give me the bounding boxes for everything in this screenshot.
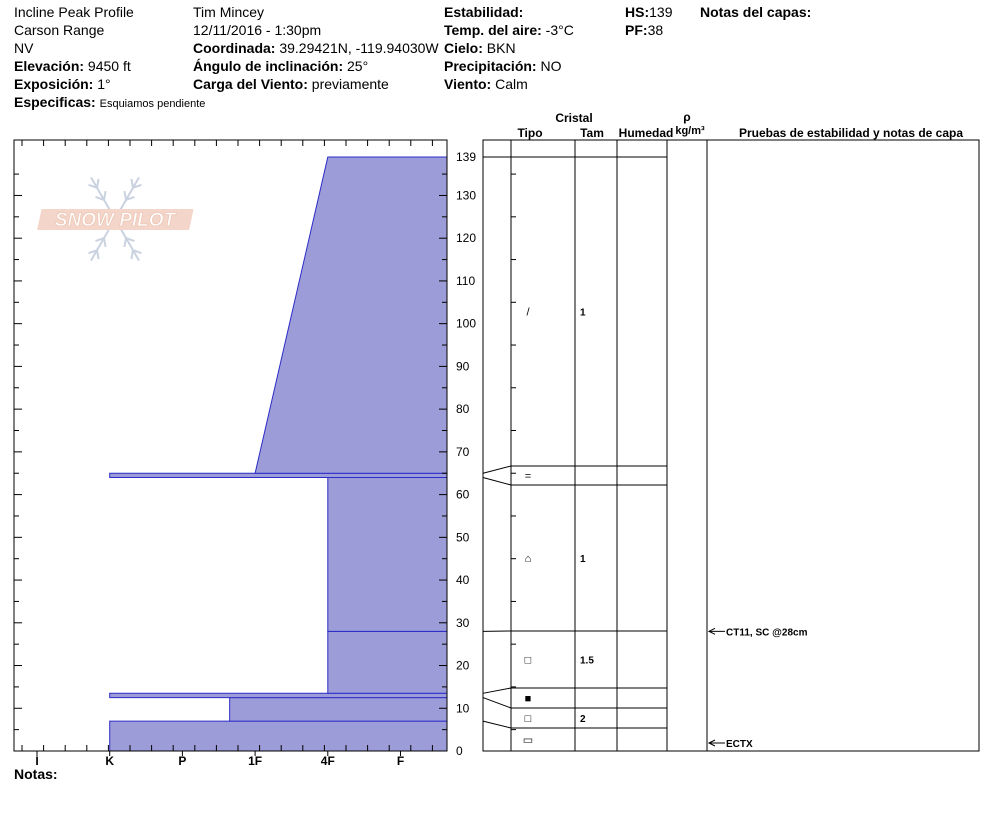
moisture-header: Humedad — [618, 126, 674, 140]
hardness-layer — [110, 693, 447, 697]
y-tick-label: 10 — [456, 701, 470, 716]
hardness-layer — [230, 698, 447, 722]
stability-test-label: ECTX — [726, 739, 753, 750]
hardness-tick-label: F — [396, 754, 405, 768]
layer-table-frame — [483, 140, 979, 751]
y-tick-label: 70 — [456, 444, 470, 459]
crystal-type-symbol: = — [524, 470, 532, 483]
y-tick-label: 120 — [456, 231, 477, 246]
hs-tick-label: 139 — [456, 150, 477, 164]
crystal-size-value: 1 — [580, 307, 586, 319]
y-tick-label: 100 — [456, 316, 477, 331]
hardness-layer — [328, 631, 447, 693]
crystal-type-symbol: □ — [524, 654, 532, 667]
hs-value: 139 — [649, 4, 673, 20]
layer-notes-label: Notas del capas: — [700, 4, 812, 20]
hardness-tick-label: I — [35, 754, 39, 768]
snowpilot-logo — [37, 177, 193, 260]
hardness-tick-label: K — [105, 754, 115, 768]
pf-value: 38 — [647, 22, 664, 38]
svg-text:SNOW PILOT: SNOW PILOT — [54, 210, 176, 231]
type-header: Tipo — [517, 126, 543, 140]
wind-label: Viento: — [444, 76, 492, 92]
coordinate-value: 39.29421N, -119.94030W — [279, 40, 439, 56]
size-header: Tam — [580, 126, 604, 140]
pf-label: PF: — [625, 22, 648, 38]
elevation-value: 9450 ft — [87, 58, 131, 74]
crystal-size-value: 1 — [580, 554, 586, 565]
crystal-size-value: 2 — [580, 714, 586, 725]
aspect-label: Exposición: — [14, 76, 94, 92]
y-tick-label: 80 — [456, 402, 470, 417]
stability-label: Estabilidad: — [444, 4, 524, 20]
observation-datetime: 12/11/2016 - 1:30pm — [193, 22, 322, 38]
precip-label: Precipitación: — [444, 58, 537, 74]
wind-load-label: Carga del Viento: — [193, 76, 308, 92]
air-temp-label: Temp. del aire: — [444, 22, 542, 38]
y-tick-label: 60 — [456, 487, 470, 502]
hardness-tick-label: 4F — [320, 754, 335, 768]
y-tick-label: 90 — [456, 359, 470, 374]
hardness-layer — [110, 721, 447, 751]
crystal-type-symbol: □ — [524, 713, 532, 725]
y-tick-label: 50 — [456, 530, 470, 545]
sky-value: BKN — [486, 40, 516, 56]
wind-value: Calm — [495, 76, 528, 92]
crystal-type-symbol: ⌂ — [524, 553, 532, 565]
hardness-layer — [110, 473, 447, 477]
location-name: Incline Peak Profile — [14, 4, 134, 20]
aspect-value: 1° — [97, 76, 111, 92]
y-tick-label: 20 — [456, 658, 470, 673]
rho-header: ρ — [683, 110, 691, 124]
slope-label: Ángulo de inclinación: — [193, 58, 344, 74]
y-tick-label: 130 — [456, 188, 477, 203]
crystal-type-symbol: ■ — [524, 693, 532, 705]
state-name: NV — [14, 40, 34, 56]
hardness-layer — [255, 157, 447, 473]
y-tick-label: 0 — [456, 744, 463, 758]
slope-value: 25° — [347, 58, 369, 74]
specifics-value: Esquiamos pendiente — [99, 98, 206, 110]
coordinate-label: Coordinada: — [193, 40, 276, 56]
sky-label: Cielo: — [444, 40, 483, 56]
hs-label: HS: — [625, 4, 650, 20]
notes-label: Notas: — [14, 766, 58, 782]
hardness-layer — [328, 478, 447, 632]
tests-header: Pruebas de estabilidad y notas de capa — [738, 126, 964, 140]
precip-value: NO — [540, 58, 562, 74]
crystal-size-value: 1.5 — [580, 655, 594, 667]
crystal-type-symbol: ▭ — [522, 734, 534, 747]
y-tick-label: 30 — [456, 615, 470, 630]
y-tick-label: 110 — [456, 273, 476, 288]
range-name: Carson Range — [14, 22, 105, 38]
elevation-label: Elevación: — [14, 58, 85, 74]
hardness-tick-label: 1F — [248, 754, 263, 768]
crystal-header: Cristal — [555, 111, 593, 125]
density-unit-header: kg/m³ — [675, 125, 705, 137]
air-temp-value: -3°C — [545, 22, 574, 38]
observer-name: Tim Mincey — [193, 4, 265, 20]
wind-load-value: previamente — [311, 76, 389, 92]
specifics-label: Especificas: — [14, 94, 96, 110]
crystal-type-symbol: / — [526, 306, 530, 319]
hardness-tick-label: P — [178, 754, 187, 768]
stability-test-label: CT11, SC @28cm — [726, 627, 808, 639]
y-tick-label: 40 — [456, 573, 470, 588]
